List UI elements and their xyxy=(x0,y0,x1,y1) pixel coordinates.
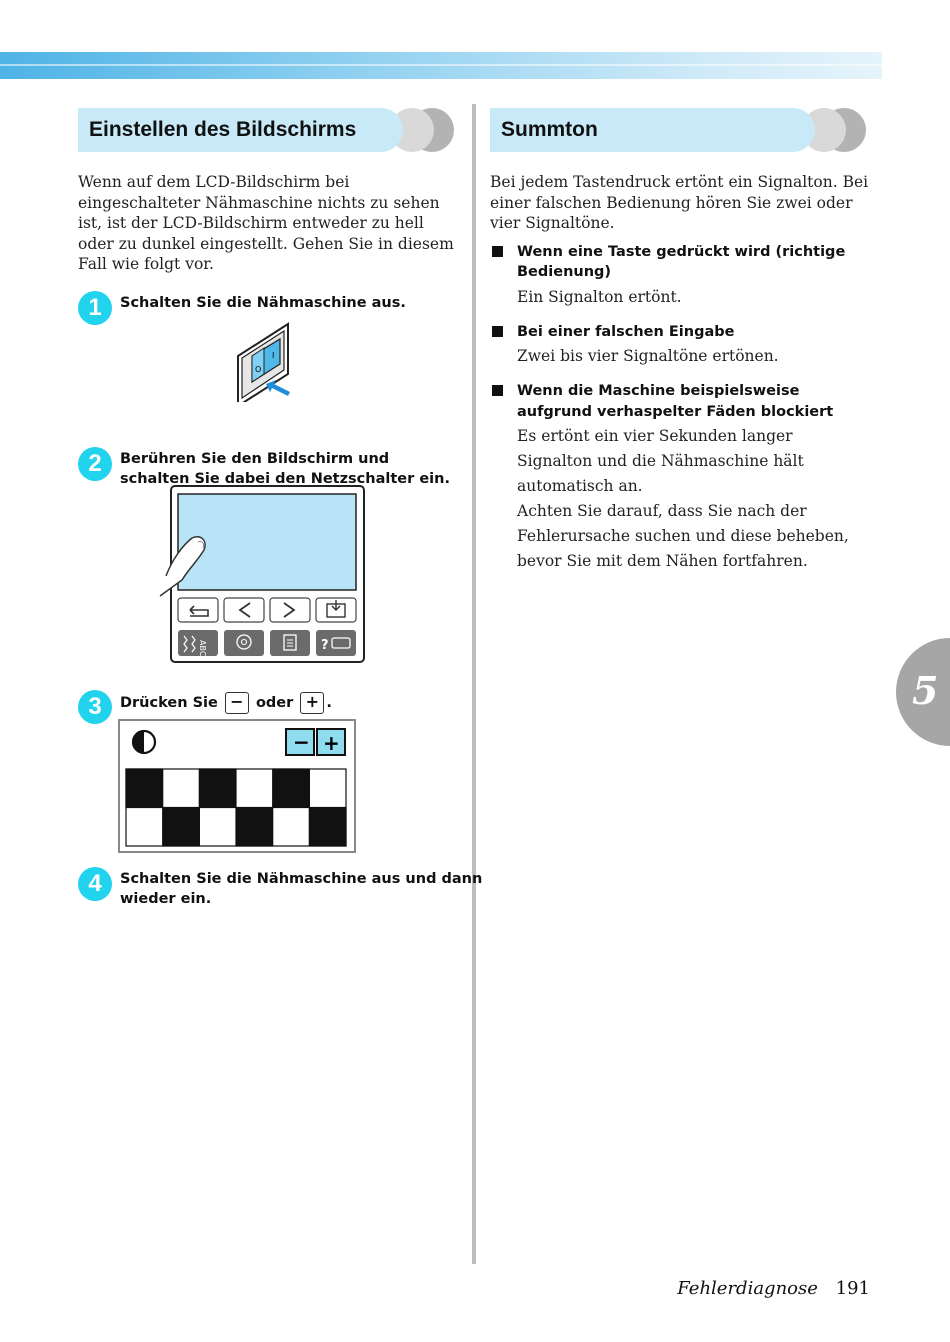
step-2 xyxy=(78,449,458,489)
contrast-icon xyxy=(133,731,155,753)
bullet-square-icon xyxy=(492,326,503,337)
step-4-text: Schalten Sie die Nähmaschine aus und dann wieder ein. xyxy=(120,871,483,907)
step-number-1: 1 xyxy=(78,291,112,325)
bullet-square-icon xyxy=(492,385,503,396)
contrast-plus-button: + xyxy=(323,731,340,755)
switch-off-mark: O xyxy=(255,365,262,374)
section-header-summton xyxy=(490,108,870,152)
bullet-item-2 xyxy=(490,322,870,370)
chapter-tab xyxy=(896,638,950,746)
contrast-minus-button: − xyxy=(293,730,310,754)
intro-summton: Bei jedem Tastendruck ertönt ein Signalton. Bei einer falschen Bedienung hören Sie zwei oder vier Signaltöne. xyxy=(490,173,869,232)
bullet-square-icon xyxy=(492,246,503,257)
left-column xyxy=(78,104,483,907)
lcd-panel-illustration xyxy=(158,484,368,666)
contrast-screen-illustration xyxy=(118,719,358,855)
step-number-4: 4 xyxy=(78,867,112,901)
step-4 xyxy=(78,869,500,909)
section-title-bildschirm: Einstellen des Bildschirms xyxy=(89,118,357,141)
right-column xyxy=(490,104,870,574)
bullet-body-2: Zwei bis vier Signaltöne ertönen. xyxy=(517,347,779,365)
step-3-text-after: . xyxy=(326,695,332,711)
minus-button[interactable]: − xyxy=(225,692,249,714)
page-number: 191 xyxy=(835,1278,870,1299)
step-3-text xyxy=(120,692,500,714)
plus-button[interactable]: + xyxy=(300,692,324,714)
checker-pattern xyxy=(126,769,346,846)
column-divider xyxy=(472,104,476,1264)
chapter-number: 5 xyxy=(912,668,939,713)
step-number-2: 2 xyxy=(78,447,112,481)
step-3-text-middle: oder xyxy=(255,695,294,711)
svg-text:?: ? xyxy=(321,638,329,653)
bullet-title-1: Wenn eine Taste gedrückt wird (richtige Bedienung) xyxy=(517,243,846,280)
bullet-item-1 xyxy=(490,242,870,310)
section-header-bildschirm xyxy=(78,108,458,152)
step-2-text: Berühren Sie den Bildschirm und schalten Sie dabei den Netzschalter ein. xyxy=(120,450,450,487)
section-title-summton: Summton xyxy=(501,118,598,141)
power-switch-illustration xyxy=(232,322,312,402)
step-number-3: 3 xyxy=(78,690,112,724)
intro-bildschirm: Wenn auf dem LCD-Bildschirm bei eingeschalteter Nähmaschine nichts zu sehen ist, ist der LCD-Bildschirm entweder zu hell oder zu dunkel eingestellt. Gehen Sie in diesem Fall wie folgt vor. xyxy=(78,173,454,273)
page-footer xyxy=(560,1278,870,1299)
step-1 xyxy=(78,293,458,321)
top-band-highlight xyxy=(0,64,882,66)
bullet-body-3: Es ertönt ein vier Sekunden langer Signalton und die Nähmaschine hält automatisch an. xyxy=(517,427,804,495)
switch-on-mark: I xyxy=(272,351,275,360)
step-3-text-before: Drücken Sie xyxy=(120,695,218,711)
svg-text:ABC: ABC xyxy=(198,640,207,657)
bullet-title-2: Bei einer falschen Eingabe xyxy=(517,323,735,340)
step-1-text: Schalten Sie die Nähmaschine aus. xyxy=(120,294,406,311)
bullet-body-3b: Achten Sie darauf, dass Sie nach der Fehlerursache suchen und diese beheben, bevor Sie mit dem Nähen fortfahren. xyxy=(517,502,849,570)
bullet-title-3: Wenn die Maschine beispielsweise aufgrund verhaspelter Fäden blockiert xyxy=(517,383,834,420)
bullet-body-1: Ein Signalton ertönt. xyxy=(517,287,682,306)
step-3 xyxy=(78,692,500,720)
bullet-item-3 xyxy=(490,381,870,574)
footer-title: Fehlerdiagnose xyxy=(677,1278,818,1299)
